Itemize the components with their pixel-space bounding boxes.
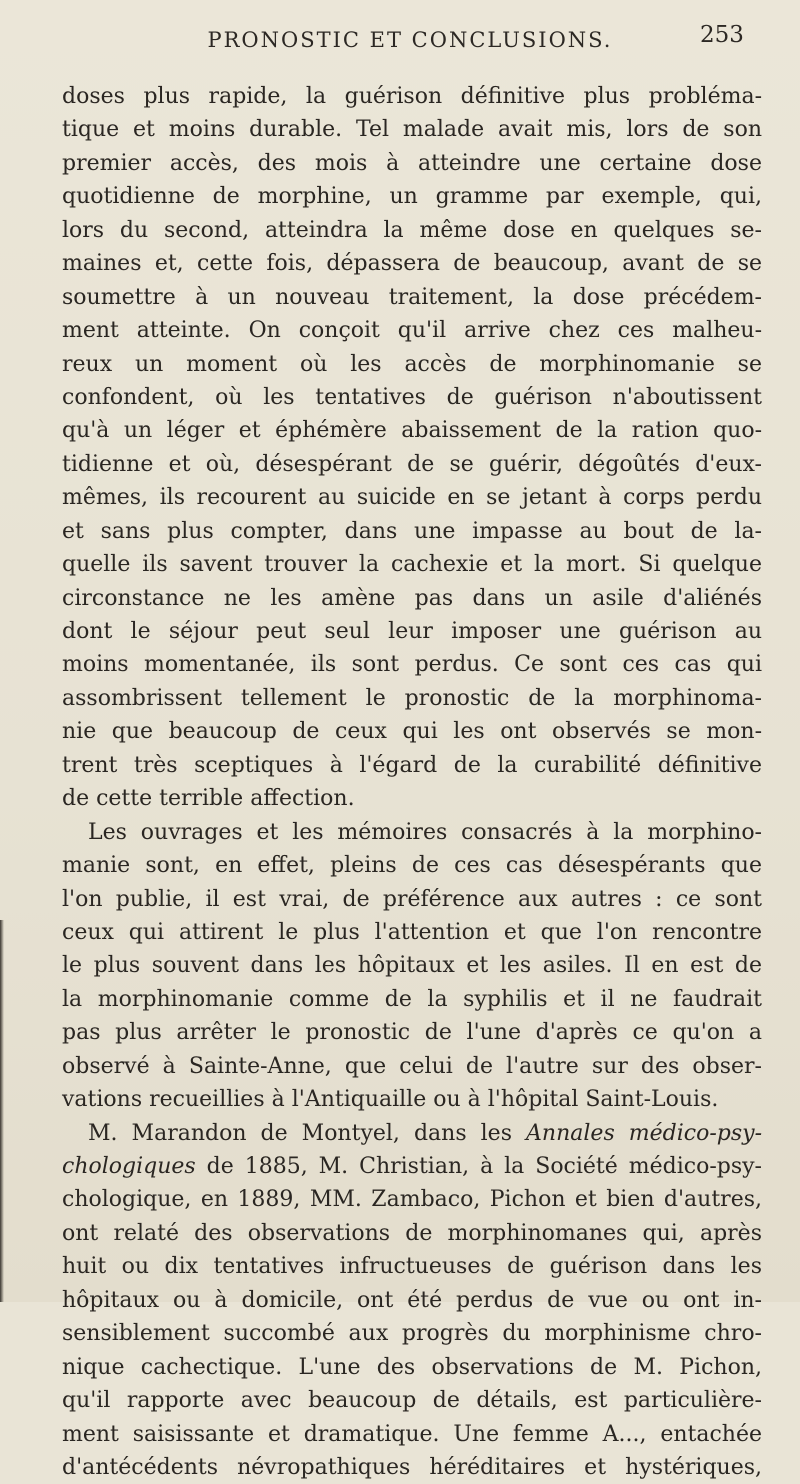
paragraph-start-line: Les ouvrages et les mémoires consacrés à la morphino- [88, 819, 762, 845]
text-line: confondent, où les tentatives de guérison n'aboutissent [62, 384, 762, 410]
page-gutter-shadow [0, 920, 4, 1302]
text-line: doses plus rapide, la guérison définitive plus probléma- [62, 84, 762, 109]
text-line: quelle ils savent trouver la cachexie et la mort. Si quelque [62, 552, 762, 578]
text-line: ment saisissante et dramatique. Une femme A..., entachée [62, 1421, 762, 1447]
text-line: qu'il rapporte avec beaucoup de détails, est particulière- [62, 1388, 762, 1414]
paragraph-end-line: vations recueillies à l'Antiquaille ou à l'hôpital Saint-Louis. [62, 1087, 719, 1113]
text-line: chologique, en 1889, MM. Zambaco, Pichon et bien d'autres, [62, 1187, 762, 1213]
body-text [62, 80, 762, 1484]
text-line: pas plus arrêter le pronostic de l'une d'après ce qu'on a [62, 1020, 762, 1046]
text-line: observé à Sainte-Anne, que celui de l'autre sur des obser- [62, 1053, 762, 1079]
journal-title-italic: Annales médico-psy- [526, 1120, 763, 1146]
text-line: circonstance ne les amène pas dans un asile d'aliénés [62, 585, 762, 611]
text-line: le plus souvent dans les hôpitaux et les asiles. Il en est de [62, 953, 762, 979]
text-line: lors du second, atteindra la même dose en quelques se- [62, 217, 762, 243]
page-number: 253 [700, 22, 744, 48]
journal-title-italic: chologiques [62, 1154, 196, 1179]
text-line: dont le séjour peut seul leur imposer une guérison au [62, 619, 762, 644]
text-line: d'antécédents névropathiques héréditaires et hystériques, [62, 1454, 762, 1480]
text-line: la morphinomanie comme de la syphilis et il ne faudrait [62, 986, 762, 1012]
text-line: premier accès, des mois à atteindre une certaine dose [62, 150, 762, 176]
text-line: nique cachectique. L'une des observations de M. Pichon, [62, 1354, 762, 1380]
text-line: hôpitaux ou à domicile, ont été perdus de vue ou ont in- [62, 1287, 762, 1313]
text-line: ceux qui attirent le plus l'attention et que l'on rencontre [62, 919, 762, 945]
text-line: tidienne et où, désespérant de se guérir, dégoûtés d'eux- [62, 451, 762, 477]
paragraph-start-line [62, 1117, 762, 1150]
text-line: trent très sceptiques à l'égard de la curabilité définitive [62, 752, 762, 778]
text-line: l'on publie, il est vrai, de préférence aux autres : ce sont [62, 886, 762, 912]
text-line: sensiblement succombé aux progrès du morphinisme chro- [62, 1321, 762, 1347]
running-header-title: PRONOSTIC ET CONCLUSIONS. [207, 28, 613, 52]
text-line: quotidienne de morphine, un gramme par exemple, qui, [62, 184, 762, 210]
text-line: tique et moins durable. Tel malade avait mis, lors de son [62, 117, 762, 143]
text-segment: M. Marandon de Montyel, dans les [88, 1120, 512, 1146]
text-line: mêmes, ils recourent au suicide en se jetant à corps perdu [62, 485, 762, 511]
text-segment: de 1885, M. Christian, à la Société médico-psy- [206, 1154, 762, 1179]
text-line: huit ou dix tentatives infructueuses de guérison dans les [62, 1254, 762, 1280]
text-line: manie sont, en effet, pleins de ces cas désespérants que [62, 853, 762, 879]
text-line [62, 1150, 762, 1183]
text-line: et sans plus compter, dans une impasse au bout de la- [62, 518, 762, 544]
text-line: assombrissent tellement le pronostic de la morphinoma- [62, 685, 762, 711]
text-line: nie que beaucoup de ceux qui les ont observés se mon- [62, 719, 762, 745]
text-line: soumettre à un nouveau traitement, la dose précédem- [62, 284, 762, 310]
text-line: maines et, cette fois, dépassera de beaucoup, avant de se [62, 251, 762, 277]
paragraph-end-line: de cette terrible affection. [62, 786, 355, 812]
text-line: reux un moment où les accès de morphinomanie se [62, 351, 762, 377]
text-line: ment atteinte. On conçoit qu'il arrive chez ces malheu- [62, 318, 762, 344]
text-line: ont relaté des observations de morphinomanes qui, après [62, 1220, 762, 1246]
text-line: qu'à un léger et éphémère abaissement de la ration quo- [62, 418, 762, 444]
text-line: moins momentanée, ils sont perdus. Ce sont ces cas qui [62, 652, 762, 678]
